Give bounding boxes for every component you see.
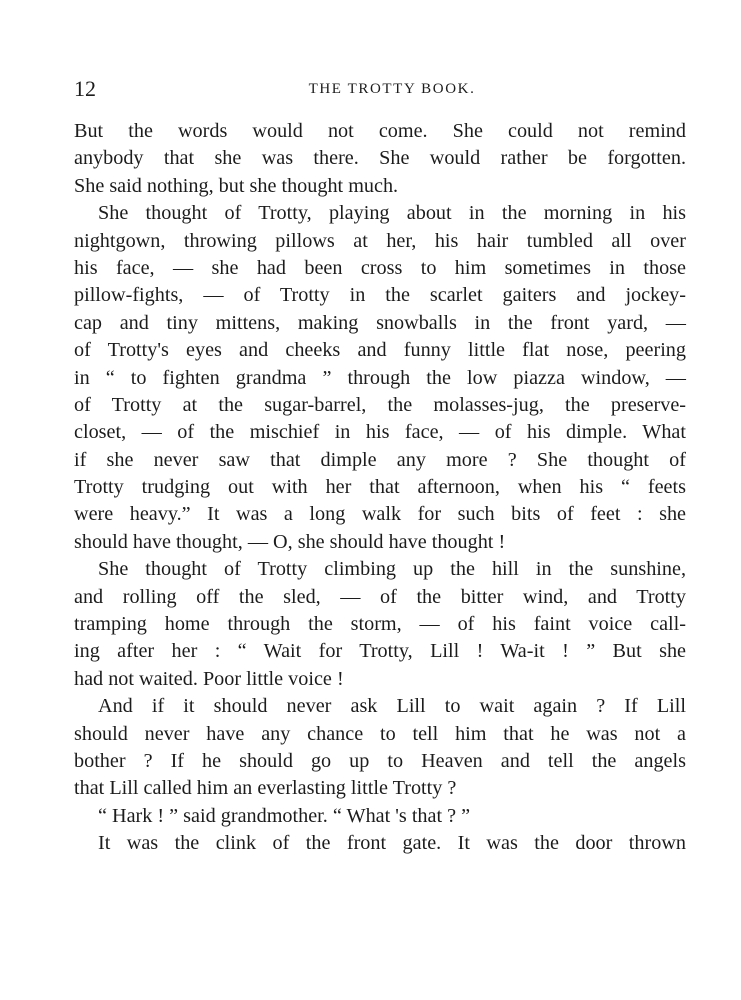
text-line: his face, — she had been cross to him sometimes in those xyxy=(74,256,686,279)
text-line: But the words would not come. She could not remind xyxy=(74,120,686,142)
text-line: And if it should never ask Lill to wait again ? If Lill xyxy=(98,695,686,718)
text-line: It was the clink of the front gate. It was the door thrown xyxy=(98,832,686,855)
text-line: pillow-fights, — of Trotty in the scarlet gaiters and jockey- xyxy=(74,284,686,307)
page-header xyxy=(74,74,686,104)
text-line: “ Hark ! ” said grandmother. “ What 's that ? ” xyxy=(98,804,471,827)
text-line: She thought of Trotty climbing up the hill in the sunshine, xyxy=(98,558,686,581)
text-line: should have thought, — O, she should have thought ! xyxy=(74,530,506,553)
text-line: tramping home through the storm, — of his faint voice call- xyxy=(74,613,686,636)
text-line: of Trotty at the sugar-barrel, the molasses-jug, the preserve- xyxy=(74,393,686,416)
text-line: anybody that she was there. She would rather be forgotten. xyxy=(74,147,686,170)
text-line: in “ to fighten grandma ” through the low piazza window, — xyxy=(74,366,686,389)
running-title: THE TROTTY BOOK. xyxy=(308,81,476,97)
text-line: if she never saw that dimple any more ? She thought of xyxy=(74,448,686,471)
text-line: She thought of Trotty, playing about in the morning in his xyxy=(98,202,686,225)
text-line: of Trotty's eyes and cheeks and funny little flat nose, peering xyxy=(74,339,686,362)
text-line: bother ? If he should go up to Heaven and tell the angels xyxy=(74,749,686,772)
text-line: were heavy.” It was a long walk for such bits of feet : she xyxy=(74,503,686,526)
text-line: cap and tiny mittens, making snowballs in the front yard, — xyxy=(74,311,686,334)
text-line: had not waited. Poor little voice ! xyxy=(74,667,344,690)
text-line: and rolling off the sled, — of the bitter wind, and Trotty xyxy=(74,585,686,608)
text-line: ing after her : “ Wait for Trotty, Lill ! Wa-it ! ” But she xyxy=(74,640,686,663)
text-line: She said nothing, but she thought much. xyxy=(74,174,399,197)
page-number: 12 xyxy=(74,76,96,101)
text-line: closet, — of the mischief in his face, — of his dimple. What xyxy=(74,421,686,444)
body-text xyxy=(74,118,686,858)
text-line: should never have any chance to tell him that he was not a xyxy=(74,722,686,745)
text-line: nightgown, throwing pillows at her, his hair tumbled all over xyxy=(74,229,686,252)
text-line: that Lill called him an everlasting little Trotty ? xyxy=(74,777,457,800)
text-line: Trotty trudging out with her that afternoon, when his “ feets xyxy=(74,476,686,499)
